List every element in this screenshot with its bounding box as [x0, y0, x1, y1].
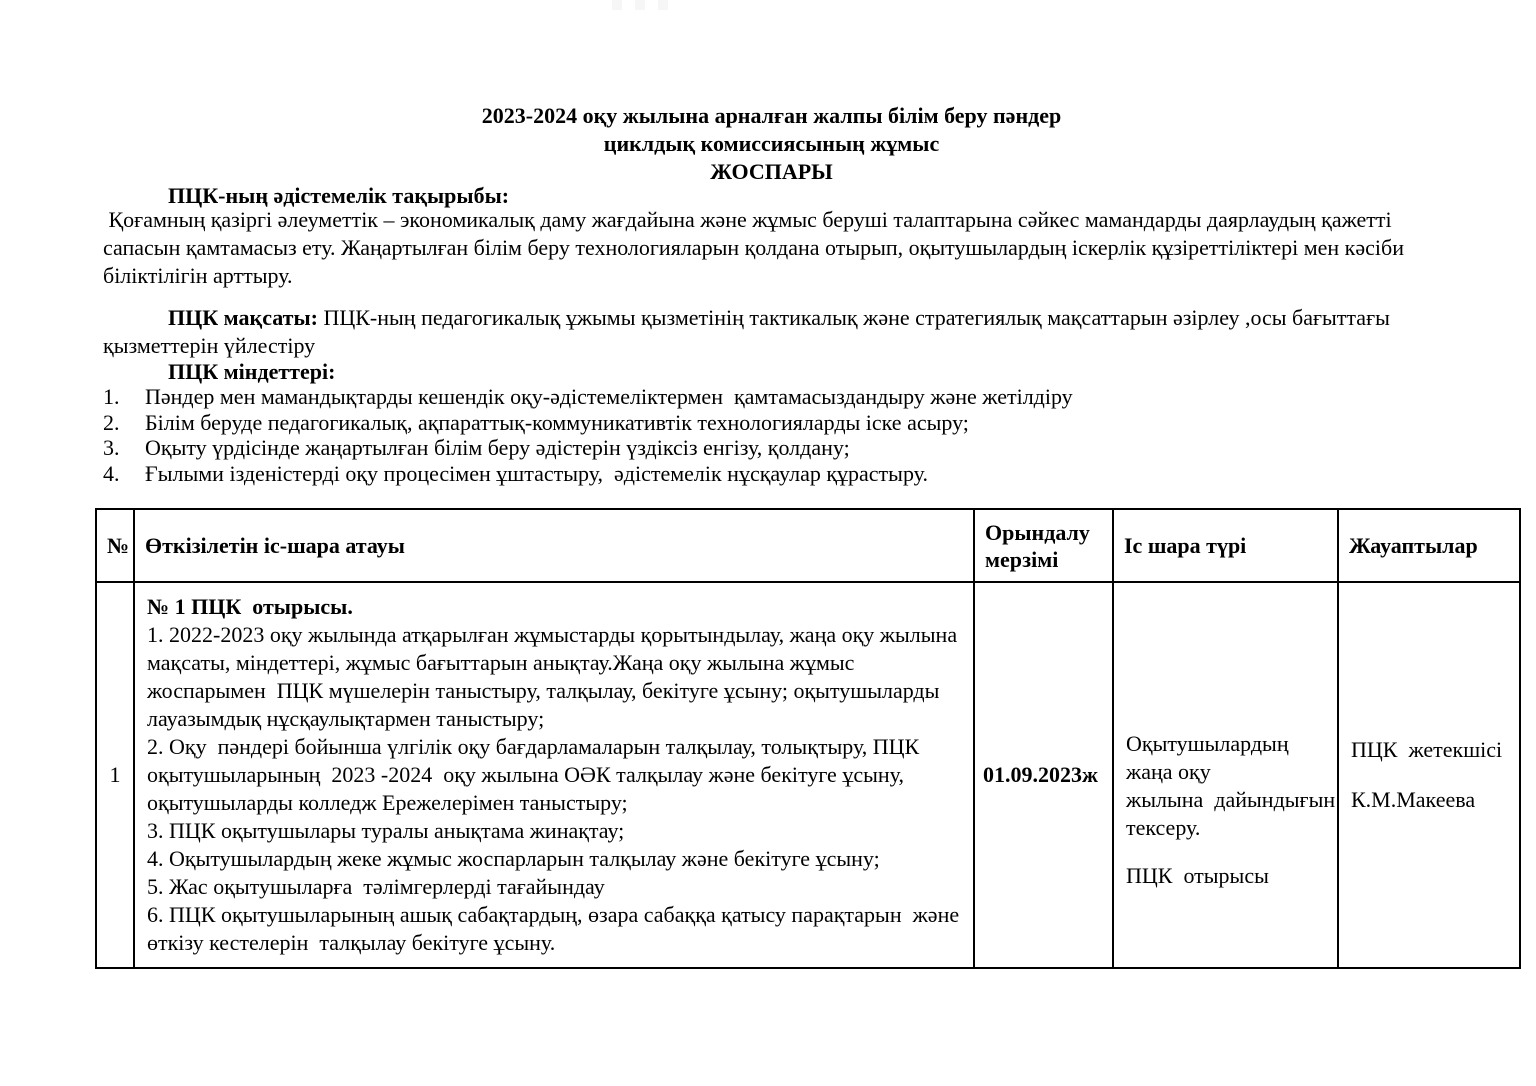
task-number: 3.: [103, 435, 120, 460]
task-item: [103, 410, 1440, 436]
title-line-1: 2023-2024 оқу жылына арналған жалпы білім беру пәндер: [481, 103, 1062, 128]
event-item: 6. ПЦК оқытушыларының ашық сабақтардың, өзара сабаққа қатысу парақтарын және өткізу кестелерін талқылау бекітуге ұсыну.: [147, 902, 965, 955]
goal-text: ПЦК-ның педагогикалық ұжымы қызметінің тактикалық және стратегиялық мақсаттарын әзірлеу ,осы бағыттағы қызметтерін үйлестіру: [103, 305, 1396, 358]
methodical-theme-heading: ПЦК-ның әдістемелік тақырыбы:: [168, 183, 510, 208]
task-number: 2.: [103, 409, 120, 435]
event-item: 3. ПЦК оқытушылары туралы анықтама жинақтау;: [147, 818, 625, 843]
tasks-list: [103, 384, 1440, 486]
document-title: [103, 102, 1440, 186]
responsible-line: ПЦК жетекшісі: [1351, 737, 1503, 762]
task-number: 4.: [103, 460, 120, 486]
event-type-spacer: [1126, 842, 1335, 862]
title-line-3: ЖОСПАРЫ: [710, 159, 833, 184]
table-row: [96, 582, 1520, 968]
responsible-spacer: [1351, 764, 1517, 786]
tasks-heading: ПЦК міндеттері:: [168, 359, 336, 384]
task-text: Білім беруде педагогикалық, ақпараттық-коммуникативтік технологияларды іске асыру;: [145, 409, 969, 435]
responsible-line: К.М.Макеева: [1351, 787, 1476, 812]
task-text: Пәндер мен мамандықтарды кешендік оқу-әдістемеліктермен қамтамасыздандыру және жетілдіру: [145, 384, 1073, 409]
scan-artifact: [658, 0, 668, 10]
event-title: № 1 ПЦК отырысы.: [147, 594, 353, 619]
event-type-line: жылына дайындығын: [1126, 787, 1336, 812]
task-item: [103, 461, 1440, 487]
event-item: 4. Оқытушылардың жеке жұмыс жоспарларын талқылау және бекітуге ұсыну;: [147, 846, 880, 871]
event-type-line: жаңа оқу: [1126, 759, 1211, 784]
task-item: [103, 384, 1440, 410]
methodical-theme-text: Қоғамның қазіргі әлеуметтік – экономикалық даму жағдайына және жұмыс беруші талаптарына сәйкес мамандарды даярлаудың қажетті сапасын қамтамасыз ету. Жаңартылған білім беру технологияларын қолдана отырып, оқытушылардың іскерлік құзіреттіліктері мен кәсіби біліктілігін арттыру.: [103, 207, 1410, 288]
event-cell: [134, 582, 974, 968]
event-item: 2. Оқу пәндері бойынша үлгілік оқу бағдарламаларын талқылау, толықтыру, ПЦК оқытушыларының 2023 -2024 оқу жылына ОӘК талқылау және бекітуге ұсыну, оқытушыларды колледж Ережелерімен таныстыру;: [147, 734, 925, 815]
event-type-cell: [1113, 582, 1338, 968]
responsible-cell: [1338, 582, 1520, 968]
header-responsible: Жауаптылар: [1338, 509, 1520, 582]
event-type-line: ПЦК отырысы: [1126, 863, 1269, 888]
task-item: [103, 435, 1440, 461]
task-text: Оқыту үрдісінде жаңартылған білім беру әдістерін үздіксіз енгізу, қолдану;: [145, 435, 850, 460]
scan-artifact: [612, 0, 622, 10]
goal-label: ПЦК мақсаты:: [168, 305, 318, 330]
task-number: 1.: [103, 384, 120, 409]
event-item: 5. Жас оқытушыларға тәлімгерлерді тағайындау: [147, 874, 605, 899]
row-number: 1: [96, 582, 134, 968]
event-type-line: Оқытушылардың: [1126, 731, 1289, 756]
task-text: Ғылыми ізденістерді оқу процесімен ұштастыру, әдістемелік нұсқаулар құрастыру.: [145, 460, 928, 486]
title-line-2: циклдық комиссиясының жұмыс: [603, 131, 940, 156]
date-cell: 01.09.2023ж: [974, 582, 1113, 968]
table-header-row: [96, 509, 1520, 582]
scan-artifact: [635, 0, 645, 10]
header-event: Өткізілетін іс-шара атауы: [134, 509, 974, 582]
header-date: Орындалу мерзімі: [974, 509, 1113, 582]
work-plan-table: [95, 508, 1521, 969]
event-type-line: тексеру.: [1126, 815, 1201, 840]
header-no: №: [96, 509, 134, 582]
goal-paragraph: [103, 304, 1440, 360]
event-item: 1. 2022-2023 оқу жылында атқарылған жұмыстарды қорытындылау, жаңа оқу жылына мақсаты, міндеттері, жұмыс бағыттарын анықтау.Жаңа оқу жылына жұмыс жоспарымен ПЦК мүшелерін таныстыру, талқылау, бекітуге ұсыну; оқытушыларды лауазымдық нұсқаулықтармен таныстыру;: [147, 622, 963, 731]
header-type: Іс шара түрі: [1113, 509, 1338, 582]
